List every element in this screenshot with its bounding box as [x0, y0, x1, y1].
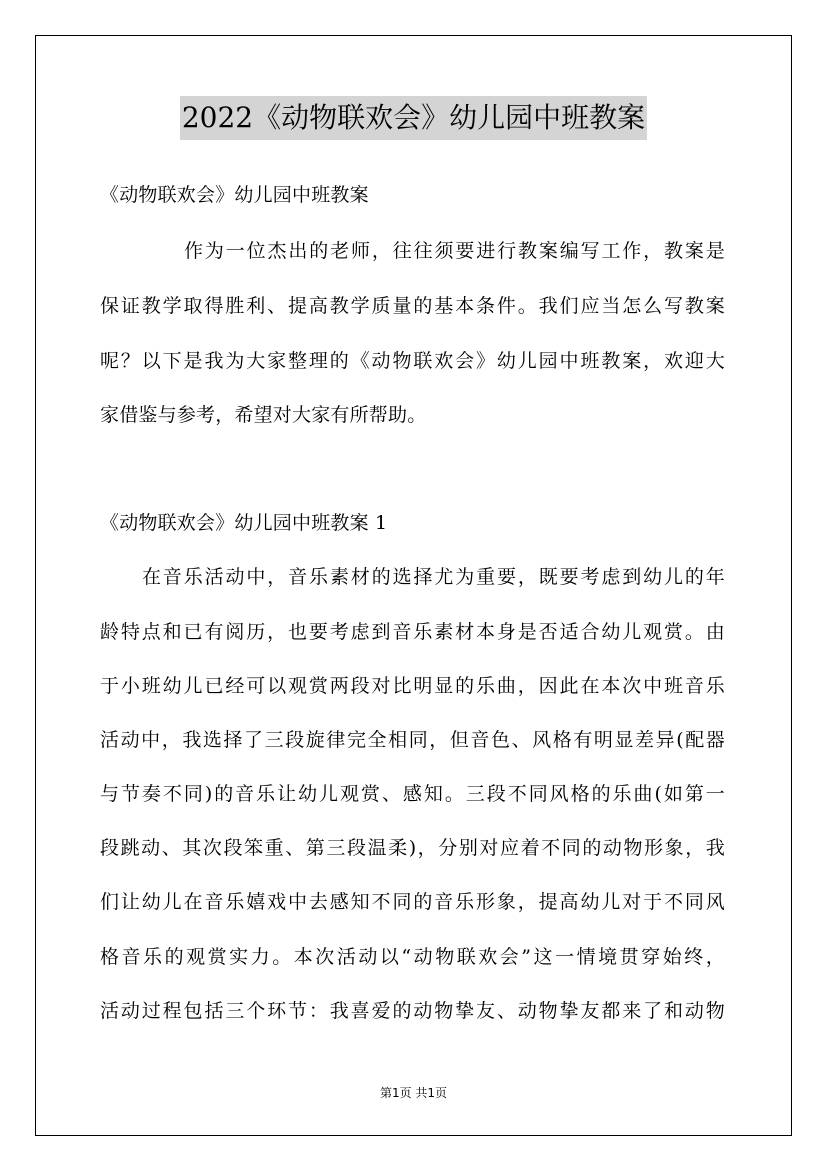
section-heading: 《动物联欢会》幼儿园中班教案 1	[100, 512, 388, 534]
document-title: 2022《动物联欢会》幼儿园中班教案	[180, 96, 647, 140]
section-line: 与节奏不同)的音乐让幼儿观赏、感知。三段不同风格的乐曲(如第一	[100, 783, 725, 805]
section-line: 们让幼儿在音乐嬉戏中去感知不同的音乐形象，提高幼儿对于不同风	[100, 891, 725, 913]
intro-line: 保证教学取得胜利、提高教学质量的基本条件。我们应当怎么写教案	[100, 295, 725, 317]
section-line: 于小班幼儿已经可以观赏两段对比明显的乐曲，因此在本次中班音乐	[100, 675, 725, 697]
intro-line: 作为一位杰出的老师，往往须要进行教案编写工作，教案是	[184, 240, 725, 262]
document-subtitle: 《动物联欢会》幼儿园中班教案	[100, 184, 369, 206]
section-line: 活动过程包括三个环节：我喜爱的动物挚友、动物挚友都来了和动物	[100, 1000, 725, 1022]
page-footer: 第1页 共1页	[379, 1086, 448, 1100]
section-line: 龄特点和已有阅历，也要考虑到音乐素材本身是否适合幼儿观赏。由	[100, 621, 725, 643]
section-line: 段跳动、其次段笨重、第三段温柔)，分别对应着不同的动物形象，我	[100, 837, 725, 859]
intro-line: 呢？以下是我为大家整理的《动物联欢会》幼儿园中班教案，欢迎大	[100, 350, 725, 372]
section-line: 在音乐活动中，音乐素材的选择尤为重要，既要考虑到幼儿的年	[142, 566, 725, 588]
section-line: 活动中，我选择了三段旋律完全相同，但音色、风格有明显差异(配器	[100, 729, 725, 751]
title-container	[0, 96, 827, 140]
intro-line: 家借鉴与参考，希望对大家有所帮助。	[100, 404, 427, 426]
section-line: 格音乐的观赏实力。本次活动以“动物联欢会”这一情境贯穿始终，	[100, 946, 725, 968]
